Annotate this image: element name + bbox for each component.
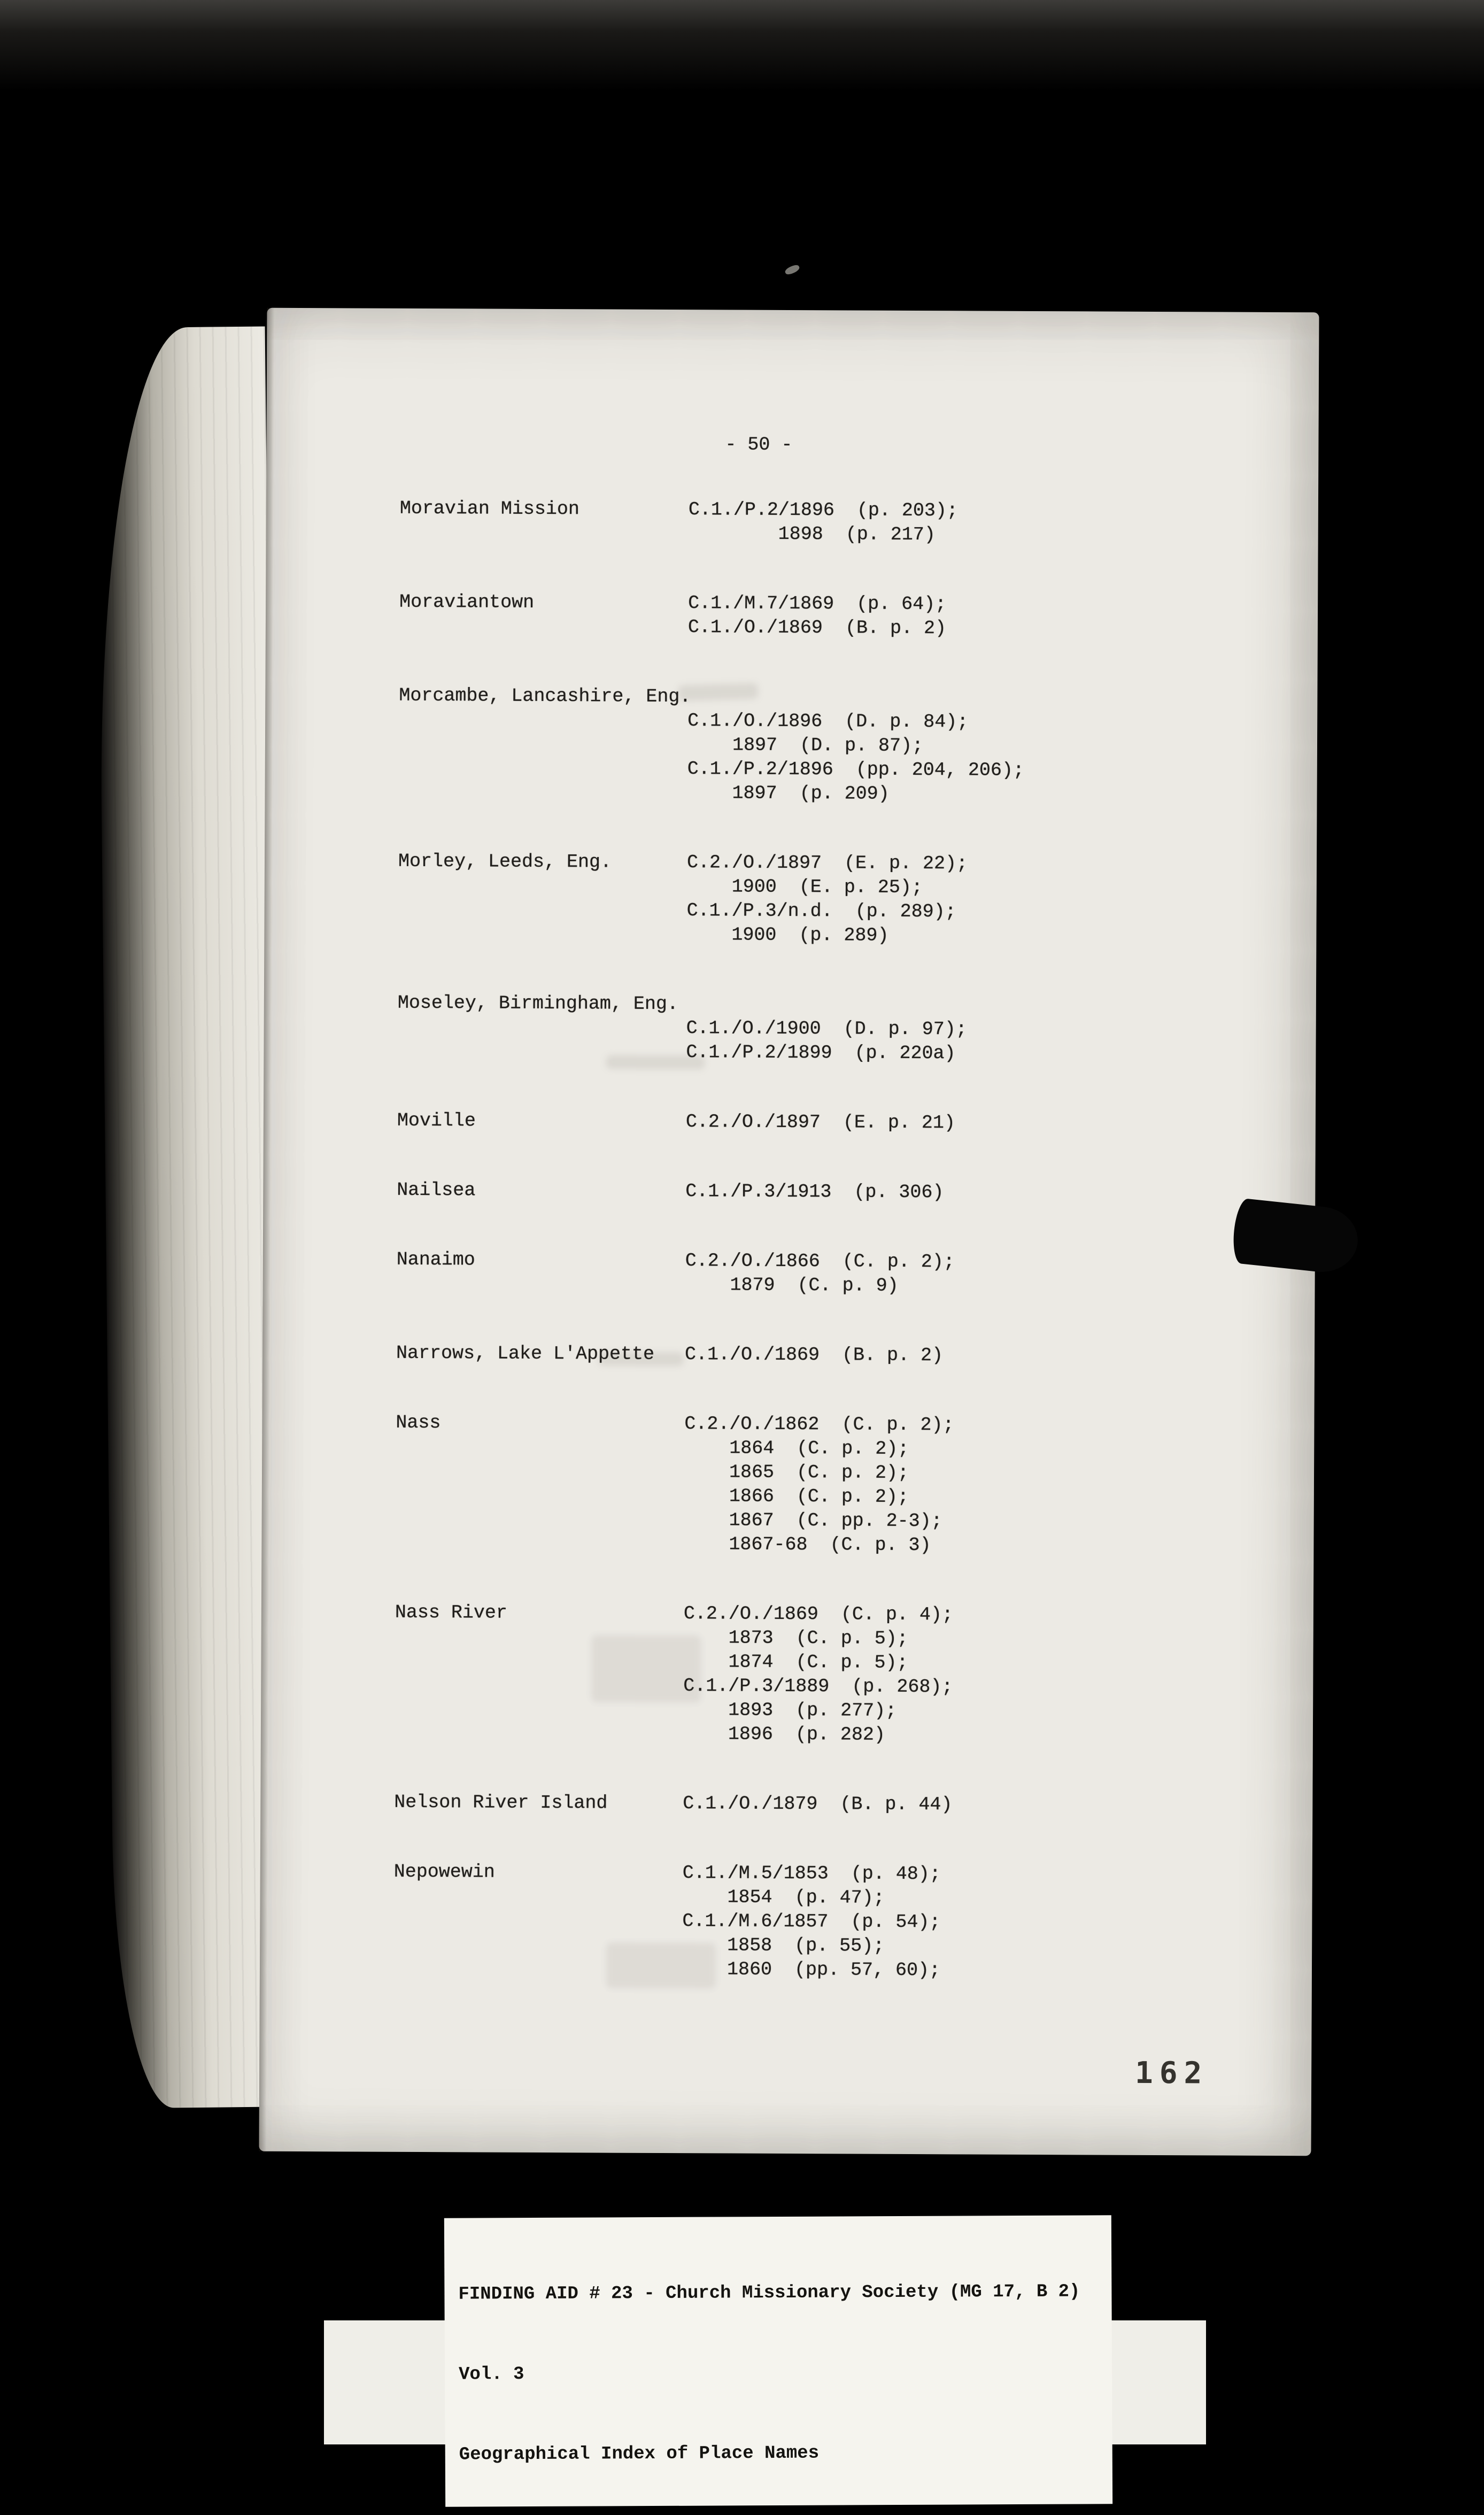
dust-speck	[784, 264, 801, 276]
index-entry	[397, 991, 1023, 1066]
place-name: Moravian Mission	[399, 497, 580, 520]
place-name: Morcambe, Lancashire, Eng.	[399, 684, 691, 708]
scanner-light-band	[0, 0, 1484, 91]
index-entry	[397, 1178, 1022, 1205]
index-entry-list	[393, 497, 1026, 2028]
place-name: Morley, Leeds, Eng.	[398, 850, 612, 873]
index-entry	[395, 1601, 1021, 1748]
place-name: Nelson River Island	[394, 1791, 608, 1814]
index-entry	[393, 1860, 1019, 1983]
place-name: Nass	[396, 1411, 441, 1434]
finding-aid-label	[444, 2215, 1112, 2506]
reference-list: C.2./O./1862 (C. p. 2); 1864 (C. p. 2); 1865 (C. p. 2); 1866 (C. p. 2); 1867 (C. pp. 2-3); 1867-68 (C. p. 3)	[684, 1413, 954, 1556]
index-entry	[397, 1109, 1023, 1136]
reference-list: C.1./O./1896 (D. p. 84); 1897 (D. p. 87); C.1./P.2/1896 (pp. 204, 206); 1897 (p. 209)	[687, 710, 1024, 805]
reference-list: C.1./P.3/1913 (p. 306)	[685, 1181, 944, 1204]
reference-list: C.2./O./1866 (C. p. 2); 1879 (C. p. 9)	[685, 1250, 955, 1297]
microfilm-frame-number: 162	[1134, 2055, 1209, 2091]
index-entry	[398, 684, 1024, 807]
index-entry	[400, 497, 1025, 547]
index-entry	[399, 590, 1025, 641]
reference-list: C.1./O./1879 (B. p. 44)	[683, 1793, 953, 1816]
index-entry	[398, 850, 1024, 948]
index-entry	[396, 1248, 1022, 1299]
reference-list: C.1./M.5/1853 (p. 48); 1854 (p. 47); C.1./M.6/1857 (p. 54); 1858 (p. 55); 1860 (pp. 57, 60);	[682, 1862, 941, 1981]
reference-list: C.2./O./1897 (E. p. 22); 1900 (E. p. 25); C.1./P.3/n.d. (p. 289); 1900 (p. 289)	[686, 852, 968, 946]
place-name: Nepowewin	[393, 1861, 495, 1883]
place-name: Nailsea	[397, 1179, 476, 1201]
index-entry	[395, 1411, 1021, 1558]
reference-list: C.1./O./1900 (D. p. 97); C.1./P.2/1899 (p. 220a)	[686, 1017, 967, 1064]
reference-list: C.2./O./1869 (C. p. 4); 1873 (C. p. 5); 1874 (C. p. 5); C.1./P.3/1889 (p. 268); 1893 (p. 277); 1896 (p. 282)	[683, 1603, 954, 1746]
reference-list: C.2./O./1897 (E. p. 21)	[685, 1111, 956, 1134]
scanned-page	[259, 308, 1319, 2156]
place-name: Nanaimo	[396, 1248, 475, 1271]
reference-list: C.1./P.2/1896 (p. 203); 1898 (p. 217)	[688, 499, 959, 546]
place-name: Nass River	[395, 1601, 508, 1624]
finding-aid-title: FINDING AID # 23 - Church Missionary Society (MG 17, B 2)	[458, 2281, 1080, 2305]
page-number: - 50 -	[725, 434, 793, 456]
place-name: Narrows, Lake L'Appette	[396, 1342, 655, 1365]
binder-clip-mark	[1231, 1198, 1361, 1276]
book-page-stack-edge	[97, 326, 284, 2108]
index-entry	[394, 1791, 1019, 1817]
finding-aid-volume: Vol. 3	[459, 2364, 524, 2385]
finding-aid-subtitle: Geographical Index of Place Names	[459, 2443, 820, 2465]
index-entry	[396, 1341, 1022, 1368]
place-name: Moraviantown	[399, 591, 535, 613]
place-name: Moseley, Birmingham, Eng.	[397, 992, 679, 1015]
reference-list: C.1./O./1869 (B. p. 2)	[684, 1344, 944, 1367]
place-name: Moville	[397, 1109, 476, 1132]
reference-list: C.1./M.7/1869 (p. 64); C.1./O./1869 (B. p. 2)	[687, 592, 947, 639]
